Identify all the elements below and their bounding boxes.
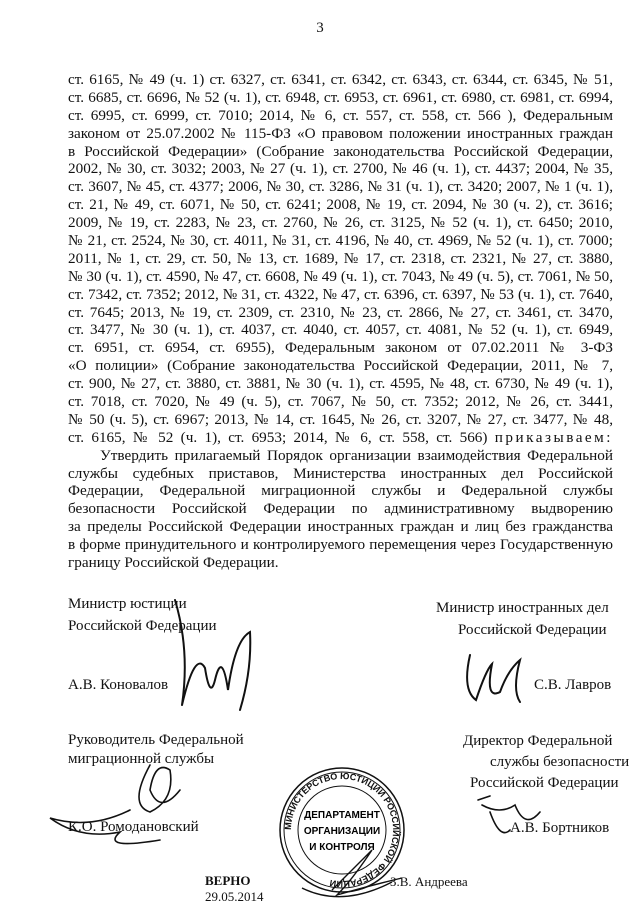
security-title-2: службы безопасности [490, 754, 630, 770]
body-line: № 21, ст. 2524, № 30, ст. 4011, № 31, ст. 4196, № 40, ст. 4969, № 52 (ч. 1), ст. 7000; [68, 232, 613, 250]
body-line: ст. 3477, № 30 (ч. 1), ст. 4037, ст. 4040, ст. 4057, ст. 4081, № 52 (ч. 1), ст. 6949, [68, 321, 613, 339]
konovalov-signature [175, 600, 250, 710]
body-line: законом от 25.07.2002 № 115-ФЗ «О правовом положении иностранных граждан [68, 124, 613, 142]
body-line: ст. 6951, ст. 6954, ст. 6955), Федеральным законом от 07.02.2011 № 3-ФЗ [68, 339, 613, 357]
body-line: 2002, № 30, ст. 3032; 2003, № 27 (ч. 1), ст. 2700, № 46 (ч. 1), ст. 4437; 2004, № 35, [68, 160, 613, 178]
security-title-1: Директор Федеральной [463, 733, 613, 749]
body-line: № 50 (ч. 5), ст. 6967; 2013, № 14, ст. 1645, № 26, ст. 3207, № 27, ст. 3477, № 48, [68, 410, 613, 428]
bortnikov-signature [478, 796, 540, 833]
body-line: 2011, № 1, ст. 29, ст. 50, № 13, ст. 1689, № 17, ст. 2318, ст. 2321, № 27, ст. 3880, [68, 249, 613, 267]
body-line: ст. 6165, № 49 (ч. 1) ст. 6327, ст. 6341, ст. 6342, ст. 6343, ст. 6344, ст. 6345, № 51, [68, 71, 613, 88]
lavrov-signature [467, 655, 520, 702]
security-title-3: Российской Федерации [470, 775, 619, 791]
resolution-line: границу Российской Федерации. [68, 554, 279, 572]
justice-name: А.В. Коновалов [68, 677, 169, 693]
official-stamp [280, 768, 404, 897]
foreign-title-2: Российской Федерации [458, 622, 607, 638]
migration-title-1: Руководитель Федеральной [68, 732, 244, 748]
page-number: 3 [316, 20, 324, 36]
body-line: № 30 (ч. 1), ст. 4590, № 47, ст. 6608, № 49 (ч. 1), ст. 7043, № 49 (ч. 5), ст. 7061, № 50, [68, 267, 613, 285]
order-word: приказываем: [494, 428, 614, 446]
body-line: ст. 3607, № 45, ст. 4377; 2006, № 30, ст. 3286, № 31 (ч. 1), ст. 3420; 2007, № 1 (ч. 1), [68, 178, 613, 196]
security-name: А.В. Бортников [510, 820, 610, 836]
resolution-line: службы судебных приставов, Министерства иностранных дел Российской [68, 464, 613, 482]
stamp-line-2: ОРГАНИЗАЦИИ [303, 826, 381, 837]
certified-date: 29.05.2014 [205, 889, 264, 904]
migration-name: К.О. Ромодановский [68, 819, 199, 835]
resolution-line: Федерации, Федеральной миграционной службы и Федеральной службы [68, 482, 613, 500]
body-line: ст. 21, № 49, ст. 6071, № 50, ст. 6241; 2008, № 19, ст. 2094, № 30 (ч. 2), ст. 3616; [68, 196, 613, 214]
certifier-name: З.В. Андреева [390, 874, 468, 889]
resolution-line: в форме принудительного и контролируемого перемещения через Государственную [68, 536, 613, 554]
body-line: ст. 7018, ст. 7020, № 49 (ч. 5), ст. 7067, № 50, ст. 7352; 2012, № 26, ст. 3441, [68, 393, 613, 411]
stamp-ring-text: МИНИСТЕРСТВО ЮСТИЦИИ РОССИЙСКОЙ ФЕДЕРАЦИИ [282, 770, 402, 890]
body-line: ст. 7645; 2013, № 19, ст. 2309, ст. 2310, № 23, ст. 2866, № 27, ст. 3461, ст. 3470, [68, 303, 613, 321]
body-line: ст. 7342, ст. 7352; 2012, № 31, ст. 4322, № 47, ст. 6396, ст. 6397, № 53 (ч. 1), ст. 7640, [68, 285, 613, 303]
stamp-line-3: И КОНТРОЛЯ [309, 842, 375, 853]
stamp-line-1: ДЕПАРТАМЕНТ [304, 810, 380, 821]
body-line: ст. 6995, ст. 6999, ст. 7010; 2014, № 6, ст. 557, ст. 558, ст. 566 ), Федеральным [68, 106, 613, 124]
resolution-line: за пределы Российской Федерации иностранных граждан и лиц без гражданства [68, 518, 613, 536]
justice-title-2: Российской Федерации [68, 618, 217, 634]
resolution-line: Утвердить прилагаемый Порядок организации взаимодействия Федеральной [100, 446, 613, 464]
citation-end: ст. 6165, № 52 (ч. 1), ст. 6953; 2014, № 6, ст. 558, ст. 566) [68, 428, 488, 446]
body-line: ст. 900, № 27, ст. 3880, ст. 3881, № 30 (ч. 1), ст. 4595, № 48, ст. 6730, № 49 (ч. 1), [68, 375, 613, 393]
foreign-title-1: Министр иностранных дел [436, 600, 609, 616]
body-line: ст. 6685, ст. 6696, № 52 (ч. 1), ст. 6948, ст. 6953, ст. 6961, ст. 6980, ст. 6981, ст. 6994, [68, 88, 613, 106]
body-line: 2009, № 19, ст. 2283, № 23, ст. 2760, № 26, ст. 3125, № 52 (ч. 1), ст. 6450; 2010, [68, 214, 613, 232]
romodanovsky-signature [50, 765, 180, 844]
foreign-name: С.В. Лавров [534, 677, 612, 693]
body-line: в Российской Федерации» (Собрание законодательства Российской Федерации, [68, 142, 613, 160]
justice-title-1: Министр юстиции [68, 596, 187, 612]
certified-label: ВЕРНО [205, 873, 251, 888]
body-line: «О полиции» (Собрание законодательства Российской Федерации, 2011, № 7, [68, 357, 613, 375]
resolution-line: безопасности Российской Федерации по административному выдворению [68, 500, 613, 518]
migration-title-2: миграционной службы [68, 751, 215, 767]
